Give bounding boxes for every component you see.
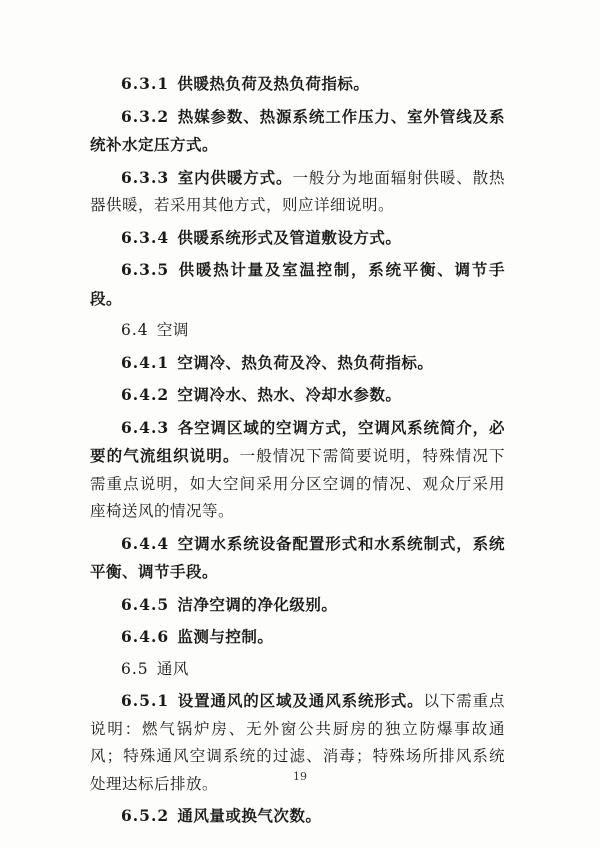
clause-number: 6.3.4 [121,227,170,247]
section-title: 通风 [156,659,189,678]
document-body [90,70,505,835]
clause-number: 6.4.1 [121,352,170,372]
section-title: 空调 [156,321,189,339]
clause-paragraph [90,224,505,253]
section-number: 6.5 [121,659,149,678]
clause-heading: 洁净空调的净化级别。 [177,594,338,614]
clause-heading: 供暖系统形式及管道敷设方式。 [177,227,402,247]
clause-number: 6.4.3 [121,417,170,437]
clause-heading: 监测与控制。 [177,627,274,646]
clause-paragraph [90,256,505,313]
clause-paragraph [90,623,505,652]
clause-paragraph [90,802,505,831]
clause-paragraph [90,414,505,526]
clause-heading: 空调水系统设备配置形式和水系统制式，系统平衡、调节手段。 [90,533,505,581]
clause-paragraph [90,103,505,160]
clause-text: 一般情况下需简要说明，特殊情况下需重点说明，如大空间采用分区空调的情况、观众厅采用座椅送风的情况等。 [90,447,505,520]
clause-paragraph [90,349,505,378]
clause-number: 6.3.5 [121,260,170,279]
clause-heading: 室内供暖方式。 [177,167,293,187]
clause-paragraph [90,381,505,410]
clause-number: 6.4.5 [121,594,170,614]
clause-heading: 设置通风的区域及通风系统形式。 [177,691,424,710]
section-heading [90,656,505,684]
clause-number: 6.3.1 [121,74,170,93]
clause-paragraph [90,70,505,99]
clause-number: 6.3.2 [121,106,170,126]
clause-heading: 空调冷、热负荷及冷、热负荷指标。 [177,352,434,372]
clause-number: 6.4.6 [121,627,170,646]
clause-heading: 通风量或换气次数。 [177,806,322,825]
clause-heading: 热媒参数、热源系统工作压力、室外管线及系统补水定压方式。 [90,106,505,154]
clause-paragraph [90,591,505,620]
clause-number: 6.4.4 [121,533,170,553]
clause-number: 6.5.1 [121,691,170,710]
clause-heading: 供暖热负荷及热负荷指标。 [177,74,370,93]
clause-number: 6.4.2 [121,385,170,404]
clause-paragraph [90,164,505,220]
section-heading [90,317,505,345]
clause-heading: 供暖热计量及室温控制，系统平衡、调节手段。 [90,260,505,308]
section-number: 6.4 [121,321,149,339]
clause-heading: 各空调区域的空调方式，空调风系统简介，必要的气流组织说明。 [90,417,505,465]
clause-number: 6.5.2 [121,806,170,825]
clause-text: 一般分为地面辐射供暖、散热器供暖，若采用其他方式，则应详细说明。 [90,168,505,214]
clause-number: 6.3.3 [121,167,170,187]
clause-text: 以下需重点说明：燃气锅炉房、无外窗公共厨房的独立防爆事故通风；特殊通风空调系统的过滤、消毒；特殊场所排风系统处理达标后排放。 [90,692,505,793]
clause-heading: 空调冷水、热水、冷却水参数。 [177,385,402,404]
page-number: 19 [293,770,307,783]
clause-paragraph [90,530,505,587]
